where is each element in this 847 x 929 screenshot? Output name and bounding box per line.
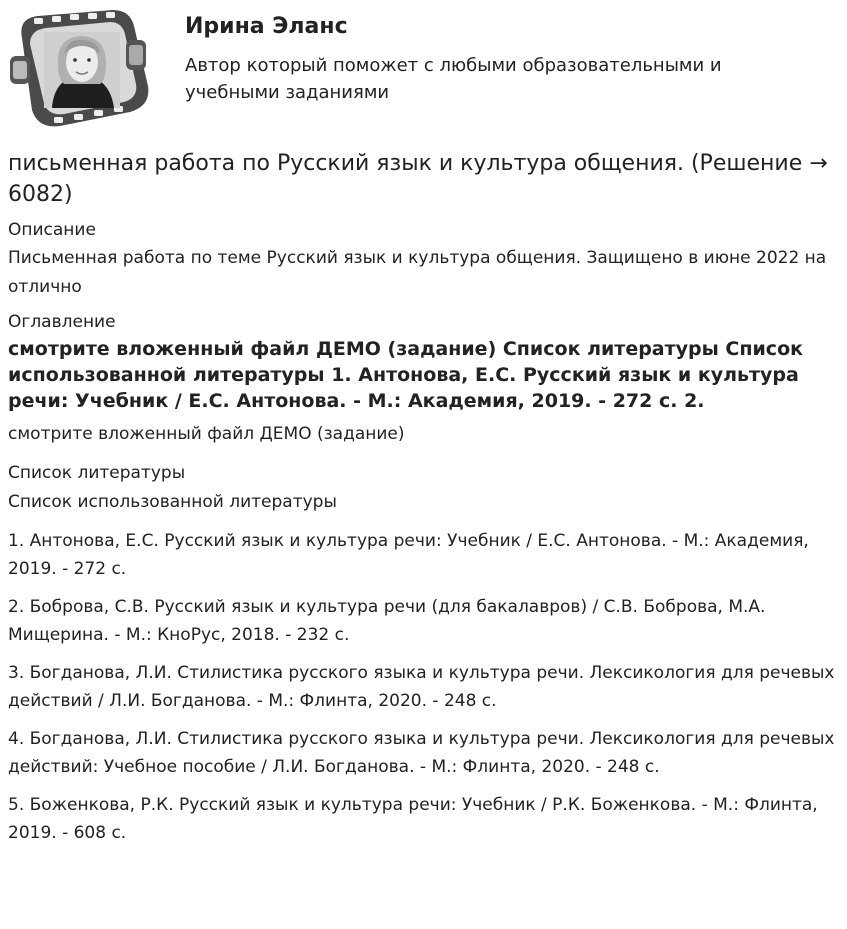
- author-photo: [44, 32, 120, 108]
- reference-item: 2. Боброва, С.В. Русский язык и культура речи (для бакалавров) / С.В. Боброва, М.А. Мищерина. - М.: КноРус, 2018. - 232 с.: [8, 597, 766, 645]
- reference-item: 3. Богданова, Л.И. Стилистика русского языка и культура речи. Лексикология для речевых действий / Л.И. Богданова. - М.: Флинта, 2020. - 248 с.: [8, 663, 835, 711]
- work-description: Письменная работа по теме Русский язык и культура общения. Защищено в июне 2022 на отлично: [8, 248, 827, 297]
- author-name[interactable]: Ирина Эланс: [185, 14, 348, 39]
- literature-heading: Список литературы: [8, 463, 186, 483]
- author-card: [8, 8, 838, 128]
- work-content: [8, 148, 842, 857]
- reference-item: 1. Антонова, Е.С. Русский язык и культура речи: Учебник / Е.С. Антонова. - М.: Академия, 2019. - 272 с.: [8, 531, 809, 579]
- author-description: Автор который поможет с любыми образовательными и учебными заданиями: [185, 55, 722, 103]
- toc-intro: смотрите вложенный файл ДЕМО (задание): [8, 424, 405, 444]
- references-list: [8, 527, 842, 847]
- description-label: Описание: [8, 220, 96, 240]
- toc-label: Оглавление: [8, 312, 116, 332]
- toc-summary: смотрите вложенный файл ДЕМО (задание) Список литературы Список использованной литературы 1. Антонова, Е.С. Русский язык и культура речи: Учебник / Е.С. Антонова. - М.: Академия, 2019. - 272 с. 2.: [8, 338, 804, 412]
- author-avatar[interactable]: [8, 8, 150, 128]
- reference-item: 5. Боженкова, Р.К. Русский язык и культура речи: Учебник / Р.К. Боженкова. - М.: Флинта, 2019. - 608 с.: [8, 795, 818, 843]
- literature-subheading: Список использованной литературы: [8, 492, 337, 512]
- reference-item: 4. Богданова, Л.И. Стилистика русского языка и культура речи. Лексикология для речевых действий: Учебное пособие / Л.И. Богданова. - М.: Флинта, 2020. - 248 с.: [8, 729, 835, 777]
- work-title: письменная работа по Русский язык и культура общения. (Решение → 6082): [8, 151, 828, 207]
